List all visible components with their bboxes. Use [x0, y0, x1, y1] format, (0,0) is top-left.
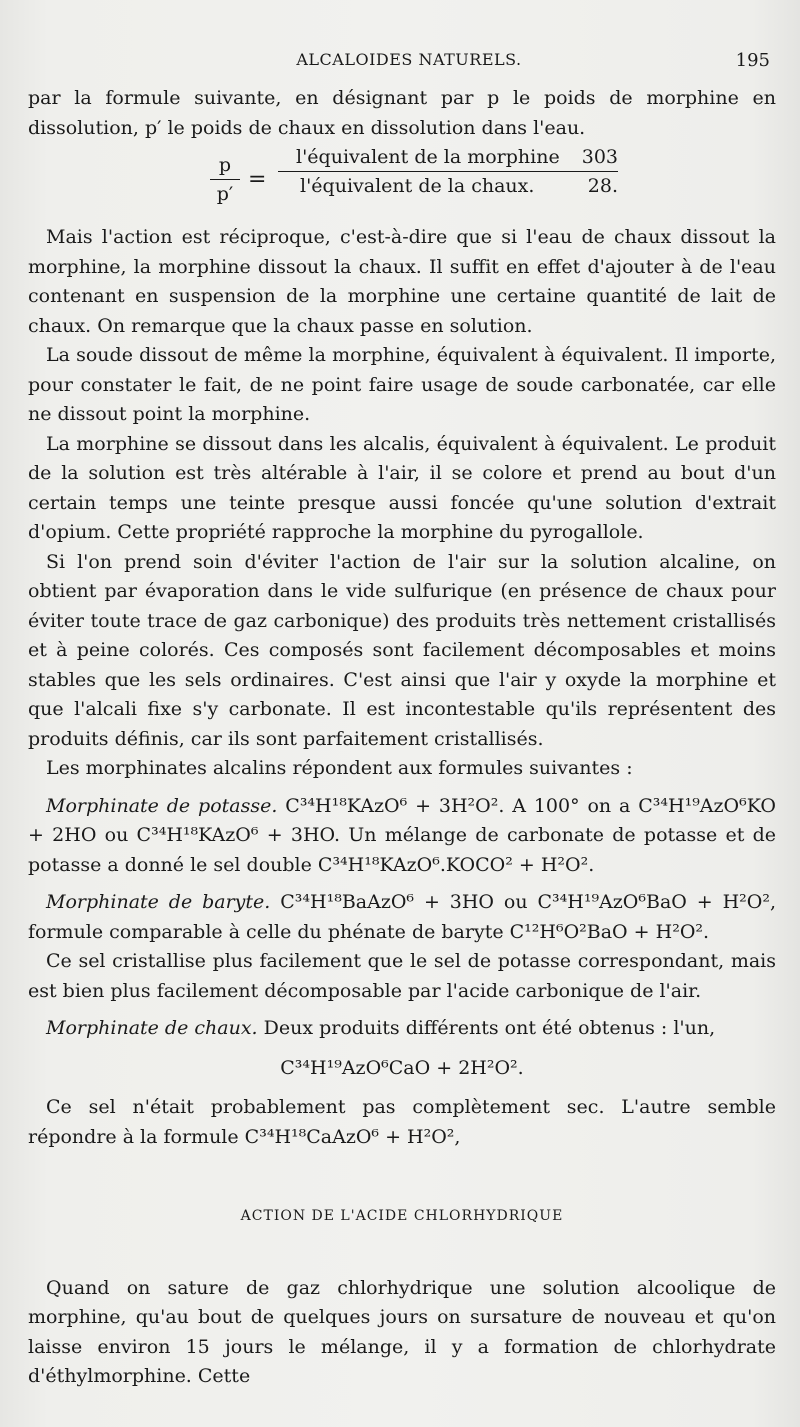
paragraph: Les morphinates alcalins répondent aux formules suivantes : — [46, 757, 633, 779]
paragraph — [28, 792, 776, 881]
paragraph — [28, 1014, 776, 1044]
paragraph: Ce sel n'était probablement pas complètement sec. L'autre semble répondre à la formule C³⁴H¹⁸CaAzO⁶ + H²O², — [28, 1096, 776, 1148]
centered-formula: C³⁴H¹⁹AzO⁶CaO + 2H²O². — [280, 1056, 524, 1079]
italic-label: Morphinate de potasse. — [46, 794, 278, 817]
paragraph-text: C³⁴H¹⁸BaAzO⁶ + 3HO ou C³⁴H¹⁹AzO⁶BaO + H²O², formule comparable à celle du phénate de baryte C¹²H⁶O²BaO + H²O². — [28, 891, 776, 943]
italic-label: Morphinate de baryte. — [46, 891, 271, 913]
equals-sign: = — [248, 167, 267, 192]
ratio-formula — [28, 143, 776, 223]
paragraph-text: C³⁴H¹⁸KAzO⁶ + 3H²O². A 100° on a C³⁴H¹⁹AzO⁶KO + 2HO ou C³⁴H¹⁸KAzO⁶ + 3HO. Un mélange de carbonate de potasse et de potasse a donné le sel double C³⁴H¹⁸KAzO⁶.KOCO² + H²O². — [28, 794, 776, 876]
formula-right-fraction — [278, 143, 618, 200]
paragraph: La soude dissout de même la morphine, équivalent à équivalent. Il importe, pour constater le fait, de ne point faire usage de soude carbonatée, car elle ne dissout point la morphine. — [28, 344, 776, 425]
page-body — [28, 84, 776, 1392]
paragraph: Ce sel cristallise plus facilement que le sel de potasse correspondant, mais est bien plus facilement décomposable par l'acide carbonique de l'air. — [28, 950, 776, 1002]
paragraph: Si l'on prend soin d'éviter l'action de l'air sur la solution alcaline, on obtient par évaporation dans le vide sulfurique (en présence de chaux pour éviter toute trace de gaz carbonique) des produits très nettement cristallisés et à peine colorés. Ces composés sont facilement décomposables et moins stables que les sels ordinaires. C'est ainsi que l'air y oxyde la morphine et que l'alcali fixe s'y carbonate. Il est incontestable qu'ils représentent des produits définis, car ils sont parfaitement cristallisés. — [28, 550, 776, 750]
page-header — [44, 50, 774, 76]
paragraph-text: Deux produits différents ont été obtenus : l'un, — [257, 1017, 716, 1039]
formula-denominator: p′ — [216, 183, 234, 205]
paragraph: Quand on sature de gaz chlorhydrique une solution alcoolique de morphine, qu'au bout de quelques jours on sursature de nouveau et qu'on laisse environ 15 jours le mélange, il y a formation de chlorhydrate d'éthylmorphine. Cette — [28, 1276, 776, 1387]
formula-top-value: 303 — [581, 146, 618, 168]
italic-label: Morphinate de chaux. — [46, 1017, 258, 1039]
formula-numerator: p — [210, 151, 240, 180]
formula-bottom-value: 28. — [587, 175, 618, 197]
formula-bottom-text: l'équivalent de la chaux. — [300, 175, 535, 197]
paragraph: par la formule suivante, en désignant par p le poids de morphine en dissolution, p′ le poids de chaux en dissolution dans l'eau. — [28, 87, 776, 139]
running-title: ALCALOIDES NATURELS. — [296, 50, 522, 69]
paragraph: La morphine se dissout dans les alcalis, équivalent à équivalent. Le produit de la solution est très altérable à l'air, il se colore et prend au bout d'un certain temps une teinte presque aussi foncée qu'une solution d'extrait d'opium. Cette propriété rapproche la morphine du pyrogallole. — [28, 432, 776, 543]
formula-left-fraction — [210, 151, 240, 208]
paragraph — [28, 888, 776, 947]
section-heading: ACTION DE L'ACIDE CHLORHYDRIQUE — [240, 1208, 564, 1224]
page-number: 195 — [735, 50, 770, 71]
paragraph: Mais l'action est réciproque, c'est-à-dire que si l'eau de chaux dissout la morphine, la morphine dissout la chaux. Il suffit en effet d'ajouter à de l'eau contenant en suspension de la morphine une certaine quantité de lait de chaux. On remarque que la chaux passe en solution. — [28, 226, 776, 337]
formula-top-text: l'équivalent de la morphine — [296, 146, 560, 168]
